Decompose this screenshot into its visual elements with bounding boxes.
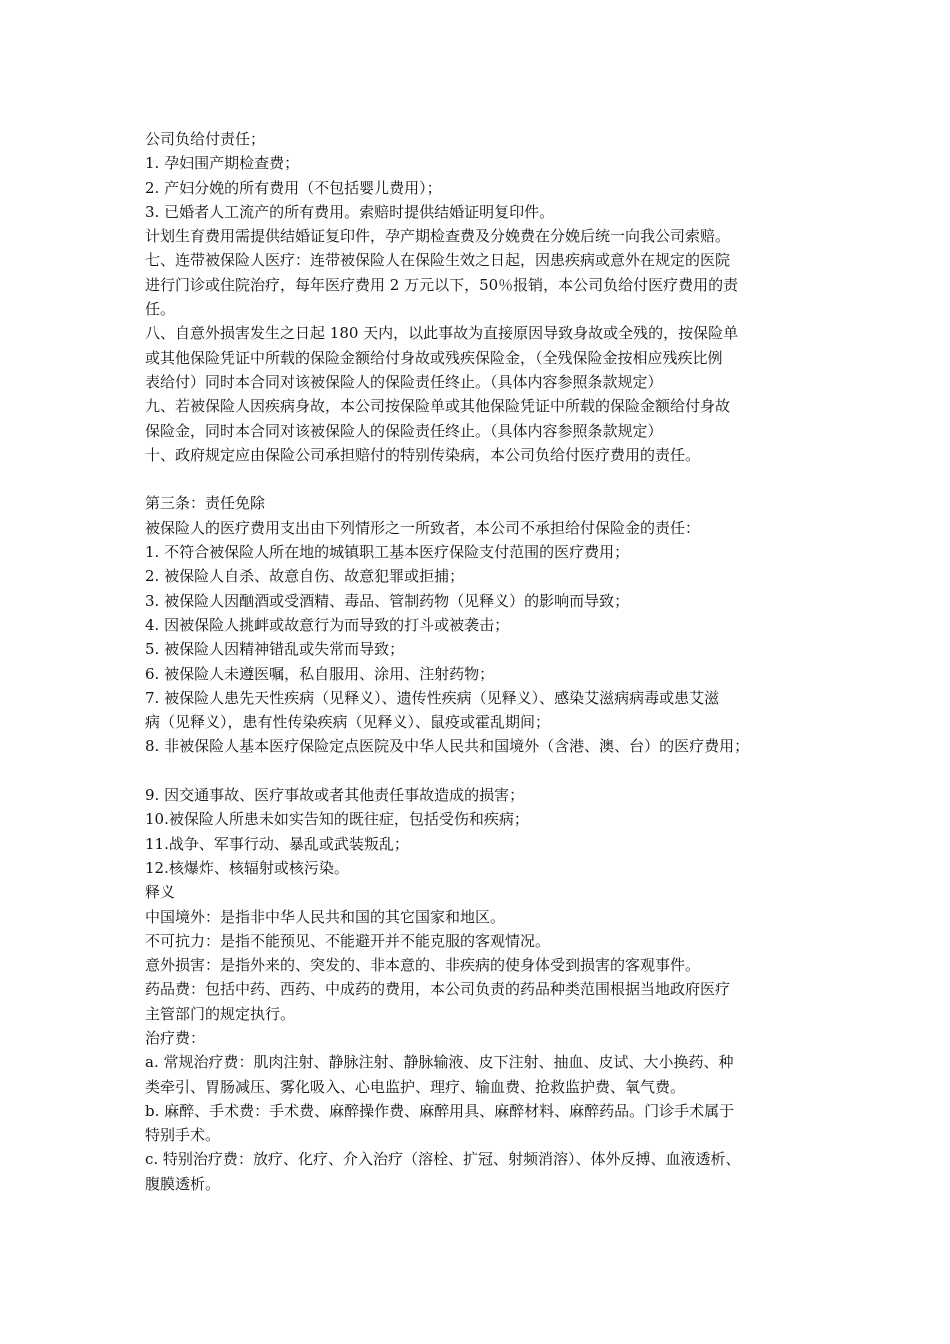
text-line: 3. 被保险人因酗酒或受酒精、毒品、管制药物（见释义）的影响而导致；: [145, 591, 630, 610]
text-line: 保险金，同时本合同对该被保险人的保险责任终止。（具体内容参照条款规定）: [145, 421, 663, 440]
text-line: 七、连带被保险人医疗：连带被保险人在保险生效之日起，因患疾病或意外在规定的医院: [145, 251, 731, 270]
text-line: 类牵引、胃肠减压、雾化吸入、心电监护、理疗、输血费、抢救监护费、氧气费。: [145, 1077, 686, 1096]
text-line: 7. 被保险人患先天性疾病（见释义）、遗传性疾病（见释义）、感染艾滋病病毒或患艾滋: [145, 688, 720, 707]
text-line: 1. 孕妇围产期检查费；: [145, 154, 300, 173]
text-line: 8. 非被保险人基本医疗保险定点医院及中华人民共和国境外（含港、澳、台）的医疗费用；: [145, 737, 750, 756]
text-line: 九、若被保险人因疾病身故，本公司按保险单或其他保险凭证中所载的保险金额给付身故: [145, 397, 731, 416]
section-heading: 第三条：责任免除: [145, 494, 266, 513]
text-line: 9. 因交通事故、医疗事故或者其他责任事故造成的损害；: [145, 786, 525, 805]
text-line: 被保险人的医疗费用支出由下列情形之一所致者，本公司不承担给付保险金的责任：: [145, 518, 701, 537]
section-heading: 释义: [145, 883, 176, 902]
text-line: 不可抗力：是指不能预见、不能避开并不能克服的客观情况。: [145, 931, 551, 950]
text-line: a. 常规治疗费：肌肉注射、静脉注射、静脉输液、皮下注射、抽血、皮试、大小换药、种: [145, 1053, 734, 1072]
document-body: [145, 127, 820, 1196]
text-line: c. 特别治疗费：放疗、化疗、介入治疗（溶栓、扩冠、射频消溶）、体外反搏、血液透析、: [145, 1150, 741, 1169]
text-line: 6. 被保险人未遵医嘱，私自服用、涂用、注射药物；: [145, 664, 495, 683]
text-line: 12.核爆炸、核辐射或核污染。: [145, 858, 349, 877]
text-line: 11.战争、军事行动、暴乱或武装叛乱；: [145, 834, 409, 853]
text-line: 计划生育费用需提供结婚证复印件，孕产期检查费及分娩费在分娩后统一向我公司索赔。: [145, 227, 731, 246]
blank-line: [145, 759, 820, 783]
text-line: 进行门诊或住院治疗，每年医疗费用 2 万元以下，50％报销，本公司负给付医疗费用的责: [145, 275, 739, 294]
text-line: 10.被保险人所患未如实告知的既往症，包括受伤和疾病；: [145, 810, 529, 829]
text-line: 2. 产妇分娩的所有费用（不包括婴儿费用）；: [145, 178, 442, 197]
text-line: 1. 不符合被保险人所在地的城镇职工基本医疗保险支付范围的医疗费用；: [145, 543, 630, 562]
text-line: 任。: [145, 300, 176, 319]
text-line: 特别手术。: [145, 1126, 221, 1145]
text-line: 腹膜透析。: [145, 1174, 221, 1193]
text-line: 5. 被保险人因精神错乱或失常而导致；: [145, 640, 405, 659]
text-line: 中国境外：是指非中华人民共和国的其它国家和地区。: [145, 907, 506, 926]
text-line: 病（见释义），患有性传染疾病（见释义）、鼠疫或霍乱期间；: [145, 713, 551, 732]
text-line: 2. 被保险人自杀、故意自伤、故意犯罪或拒捕；: [145, 567, 465, 586]
text-line: 主管部门的规定执行。: [145, 1004, 296, 1023]
text-line: 治疗费：: [145, 1028, 206, 1047]
text-line: 公司负给付责任；: [145, 130, 266, 148]
text-line: 药品费：包括中药、西药、中成药的费用，本公司负责的药品种类范围根据当地政府医疗: [145, 980, 731, 999]
blank-line: [145, 467, 820, 491]
text-line: 4. 因被保险人挑衅或故意行为而导致的打斗或被袭击；: [145, 615, 510, 634]
text-line: 或其他保险凭证中所载的保险金额给付身故或残疾保险金，（全残保险金按相应残疾比例: [145, 348, 723, 367]
text-line: 八、自意外损害发生之日起 180 天内，以此事故为直接原因导致身故或全残的，按保险单: [145, 324, 739, 343]
text-line: 3. 已婚者人工流产的所有费用。索赔时提供结婚证明复印件。: [145, 202, 555, 221]
text-line: 十、政府规定应由保险公司承担赔付的特别传染病，本公司负给付医疗费用的责任。: [145, 445, 701, 464]
text-line: b. 麻醉、手术费：手术费、麻醉操作费、麻醉用具、麻醉材料、麻醉药品。门诊手术属于: [145, 1101, 735, 1120]
text-line: 意外损害：是指外来的、突发的、非本意的、非疾病的使身体受到损害的客观事件。: [145, 956, 701, 975]
text-line: 表给付）同时本合同对该被保险人的保险责任终止。（具体内容参照条款规定）: [145, 372, 663, 391]
